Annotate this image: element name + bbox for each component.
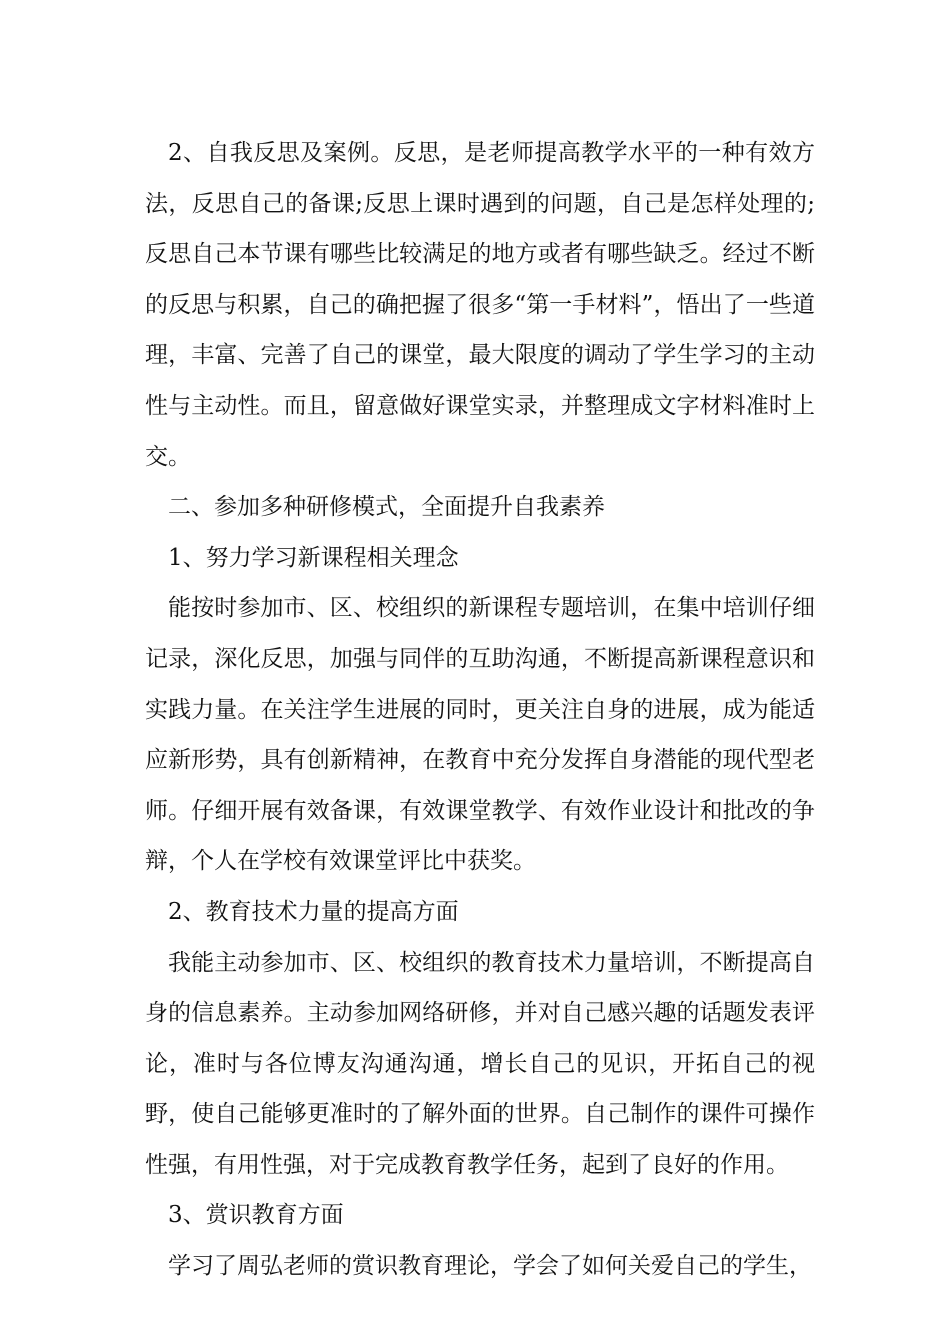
subheading-new-curriculum: 1、努力学习新课程相关理念 (168, 544, 459, 571)
subheading-education-technology: 2、教育技术力量的提高方面 (168, 898, 459, 925)
document-body (145, 128, 815, 1292)
paragraph-appreciation-education: 学习了周弘老师的赏识教育理论，学会了如何关爱自己的学生， (168, 1253, 812, 1280)
section-heading-research-modes: 二、参加多种研修模式，全面提升自我素养 (168, 494, 605, 521)
paragraph-education-technology: 我能主动参加市、区、校组织的教育技术力量培训，不断提高自身的信息素养。主动参加网络研修，并对自己感兴趣的话题发表评论，准时与各位博友沟通沟通，增长自己的见识，开拓自己的视野，使自己能够更准时的了解外面的世界。自己制作的课件可操作性强，有用性强，对于完成教育教学任务，起到了良好的作用。 (145, 949, 815, 1178)
subheading-appreciation-education: 3、赏识教育方面 (168, 1202, 344, 1229)
paragraph-new-curriculum: 能按时参加市、区、校组织的新课程专题培训，在集中培训仔细记录，深化反思，加强与同伴的互助沟通，不断提高新课程意识和实践力量。在关注学生进展的同时，更关注自身的进展，成为能适应新形势，具有创新精神，在教育中充分发挥自身潜能的现代型老师。仔细开展有效备课，有效课堂教学、有效作业设计和批改的争辩，个人在学校有效课堂评比中获奖。 (145, 595, 815, 875)
paragraph-self-reflection: 2、自我反思及案例。反思，是老师提高教学水平的一种有效方法，反思自己的备课;反思上课时遇到的问题，自己是怎样处理的;反思自己本节课有哪些比较满足的地方或者有哪些缺乏。经过不断的反思与积累，自己的确把握了很多“第一手材料”，悟出了一些道理，丰富、完善了自己的课堂，最大限度的调动了学生学习的主动性与主动性。而且，留意做好课堂实录，并整理成文字材料准时上交。 (145, 140, 815, 470)
